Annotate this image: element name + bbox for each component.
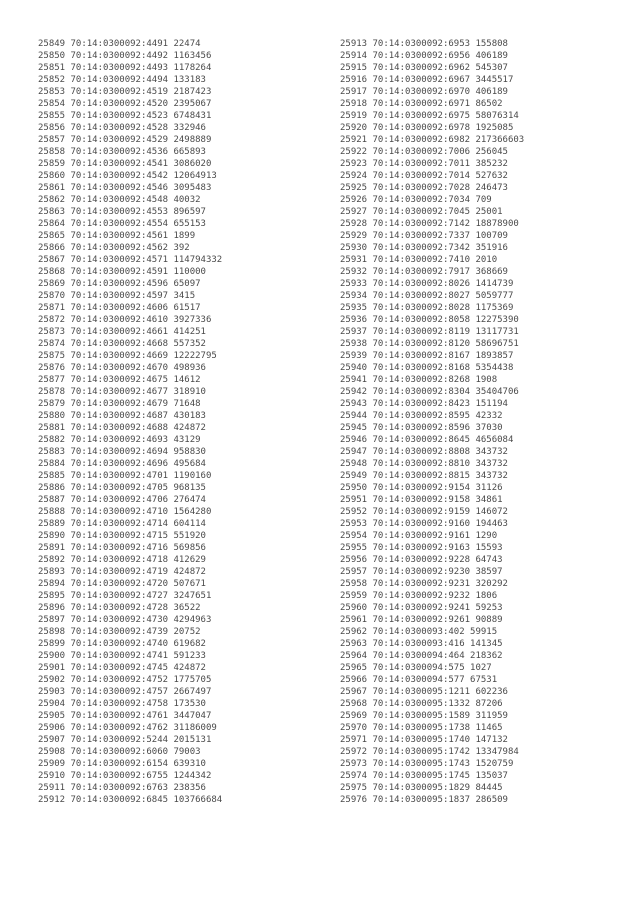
record-line: 25909 70:14:0300092:6154 639310 [38, 759, 206, 769]
record-line: 25856 70:14:0300092:4528 332946 [38, 123, 206, 133]
record-line: 25937 70:14:0300092:8119 13117731 [340, 327, 519, 337]
record-line: 25945 70:14:0300092:8596 37030 [340, 423, 503, 433]
record-line: 25918 70:14:0300092:6971 86502 [340, 99, 503, 109]
record-line: 25882 70:14:0300092:4693 43129 [38, 435, 201, 445]
record-line: 25901 70:14:0300092:4745 424872 [38, 663, 206, 673]
record-line: 25973 70:14:0300095:1743 1520759 [340, 759, 514, 769]
record-line: 25889 70:14:0300092:4714 604114 [38, 519, 206, 529]
record-line: 25851 70:14:0300092:4493 1178264 [38, 63, 212, 73]
record-line: 25922 70:14:0300092:7006 256045 [340, 147, 508, 157]
right-column [340, 38, 524, 806]
record-line: 25864 70:14:0300092:4554 655153 [38, 219, 206, 229]
record-line: 25911 70:14:0300092:6763 238356 [38, 783, 206, 793]
record-line: 25861 70:14:0300092:4546 3095483 [38, 183, 212, 193]
record-line: 25953 70:14:0300092:9160 194463 [340, 519, 508, 529]
record-line: 25885 70:14:0300092:4701 1190160 [38, 471, 212, 481]
record-line: 25946 70:14:0300092:8645 4656084 [340, 435, 514, 445]
record-line: 25962 70:14:0300093:402 59915 [340, 627, 498, 637]
record-line: 25940 70:14:0300092:8168 5354438 [340, 363, 514, 373]
record-line: 25917 70:14:0300092:6970 406189 [340, 87, 508, 97]
record-line: 25915 70:14:0300092:6962 545307 [340, 63, 508, 73]
record-line: 25968 70:14:0300095:1332 87206 [340, 699, 503, 709]
record-line: 25923 70:14:0300092:7011 385232 [340, 159, 508, 169]
record-line: 25878 70:14:0300092:4677 318910 [38, 387, 206, 397]
record-line: 25904 70:14:0300092:4758 173530 [38, 699, 206, 709]
record-line: 25897 70:14:0300092:4730 4294963 [38, 615, 212, 625]
record-line: 25948 70:14:0300092:8810 343732 [340, 459, 508, 469]
record-line: 25955 70:14:0300092:9163 15593 [340, 543, 503, 553]
record-line: 25974 70:14:0300095:1745 135037 [340, 771, 508, 781]
record-line: 25849 70:14:0300092:4491 22474 [38, 39, 201, 49]
record-line: 25868 70:14:0300092:4591 110000 [38, 267, 206, 277]
record-line: 25969 70:14:0300095:1589 311959 [340, 711, 508, 721]
record-line: 25960 70:14:0300092:9241 59253 [340, 603, 503, 613]
record-line: 25959 70:14:0300092:9232 1806 [340, 591, 498, 601]
record-line: 25925 70:14:0300092:7028 246473 [340, 183, 508, 193]
record-line: 25857 70:14:0300092:4529 2498889 [38, 135, 212, 145]
record-line: 25926 70:14:0300092:7034 709 [340, 195, 492, 205]
record-line: 25921 70:14:0300092:6982 217366603 [340, 135, 525, 145]
record-line: 25869 70:14:0300092:4596 65097 [38, 279, 201, 289]
record-line: 25961 70:14:0300092:9261 90889 [340, 615, 503, 625]
record-line: 25932 70:14:0300092:7917 368669 [340, 267, 508, 277]
record-line: 25850 70:14:0300092:4492 1163456 [38, 51, 212, 61]
record-line: 25924 70:14:0300092:7014 527632 [340, 171, 508, 181]
record-line: 25884 70:14:0300092:4696 495684 [38, 459, 206, 469]
record-line: 25883 70:14:0300092:4694 958830 [38, 447, 206, 457]
record-line: 25963 70:14:0300093:416 141345 [340, 639, 503, 649]
record-line: 25950 70:14:0300092:9154 31126 [340, 483, 503, 493]
record-line: 25894 70:14:0300092:4720 507671 [38, 579, 206, 589]
record-line: 25896 70:14:0300092:4728 36522 [38, 603, 201, 613]
record-line: 25934 70:14:0300092:8027 5059777 [340, 291, 514, 301]
record-line: 25957 70:14:0300092:9230 38597 [340, 567, 503, 577]
record-line: 25941 70:14:0300092:8268 1908 [340, 375, 498, 385]
record-line: 25936 70:14:0300092:8058 12275390 [340, 315, 519, 325]
record-line: 25919 70:14:0300092:6975 58076314 [340, 111, 519, 121]
record-line: 25975 70:14:0300095:1829 84445 [340, 783, 503, 793]
record-line: 25907 70:14:0300092:5244 2015131 [38, 735, 212, 745]
record-line: 25906 70:14:0300092:4762 31186009 [38, 723, 217, 733]
record-line: 25879 70:14:0300092:4679 71648 [38, 399, 201, 409]
record-line: 25903 70:14:0300092:4757 2667497 [38, 687, 212, 697]
record-line: 25898 70:14:0300092:4739 20752 [38, 627, 201, 637]
record-line: 25887 70:14:0300092:4706 276474 [38, 495, 206, 505]
record-line: 25852 70:14:0300092:4494 133183 [38, 75, 206, 85]
record-line: 25938 70:14:0300092:8120 58696751 [340, 339, 519, 349]
record-line: 25914 70:14:0300092:6956 406189 [340, 51, 508, 61]
record-line: 25893 70:14:0300092:4719 424872 [38, 567, 206, 577]
record-line: 25954 70:14:0300092:9161 1290 [340, 531, 498, 541]
record-line: 25881 70:14:0300092:4688 424872 [38, 423, 206, 433]
record-line: 25943 70:14:0300092:8423 151194 [340, 399, 508, 409]
record-line: 25877 70:14:0300092:4675 14612 [38, 375, 201, 385]
record-line: 25891 70:14:0300092:4716 569856 [38, 543, 206, 553]
record-line: 25929 70:14:0300092:7337 100709 [340, 231, 508, 241]
record-line: 25890 70:14:0300092:4715 551920 [38, 531, 206, 541]
record-line: 25913 70:14:0300092:6953 155808 [340, 39, 508, 49]
record-line: 25858 70:14:0300092:4536 665893 [38, 147, 206, 157]
record-line: 25927 70:14:0300092:7045 25001 [340, 207, 503, 217]
record-line: 25910 70:14:0300092:6755 1244342 [38, 771, 212, 781]
record-line: 25862 70:14:0300092:4548 40032 [38, 195, 201, 205]
record-line: 25873 70:14:0300092:4661 414251 [38, 327, 206, 337]
record-line: 25971 70:14:0300095:1740 147132 [340, 735, 508, 745]
record-line: 25916 70:14:0300092:6967 3445517 [340, 75, 514, 85]
record-line: 25865 70:14:0300092:4561 1899 [38, 231, 196, 241]
left-column [38, 38, 222, 806]
record-line: 25942 70:14:0300092:8304 35404706 [340, 387, 519, 397]
record-line: 25965 70:14:0300094:575 1027 [340, 663, 492, 673]
record-line: 25905 70:14:0300092:4761 3447047 [38, 711, 212, 721]
record-line: 25855 70:14:0300092:4523 6748431 [38, 111, 212, 121]
record-line: 25930 70:14:0300092:7342 351916 [340, 243, 508, 253]
record-line: 25854 70:14:0300092:4520 2395067 [38, 99, 212, 109]
record-line: 25875 70:14:0300092:4669 12222795 [38, 351, 217, 361]
record-line: 25935 70:14:0300092:8028 1175369 [340, 303, 514, 313]
record-line: 25952 70:14:0300092:9159 146072 [340, 507, 508, 517]
record-line: 25908 70:14:0300092:6060 79003 [38, 747, 201, 757]
record-line: 25874 70:14:0300092:4668 557352 [38, 339, 206, 349]
record-line: 25951 70:14:0300092:9158 34861 [340, 495, 503, 505]
record-line: 25970 70:14:0300095:1738 11465 [340, 723, 503, 733]
record-line: 25944 70:14:0300092:8595 42332 [340, 411, 503, 421]
record-line: 25933 70:14:0300092:8026 1414739 [340, 279, 514, 289]
record-line: 25939 70:14:0300092:8167 1893857 [340, 351, 514, 361]
record-line: 25870 70:14:0300092:4597 3415 [38, 291, 196, 301]
record-line: 25964 70:14:0300094:464 218362 [340, 651, 503, 661]
record-line: 25863 70:14:0300092:4553 896597 [38, 207, 206, 217]
record-line: 25888 70:14:0300092:4710 1564280 [38, 507, 212, 517]
record-line: 25880 70:14:0300092:4687 430183 [38, 411, 206, 421]
record-line: 25920 70:14:0300092:6978 1925085 [340, 123, 514, 133]
record-line: 25949 70:14:0300092:8815 343732 [340, 471, 508, 481]
record-line: 25876 70:14:0300092:4670 498936 [38, 363, 206, 373]
record-line: 25866 70:14:0300092:4562 392 [38, 243, 190, 253]
record-line: 25899 70:14:0300092:4740 619682 [38, 639, 206, 649]
record-line: 25931 70:14:0300092:7410 2010 [340, 255, 498, 265]
record-line: 25928 70:14:0300092:7142 18878900 [340, 219, 519, 229]
record-line: 25967 70:14:0300095:1211 602236 [340, 687, 508, 697]
record-line: 25892 70:14:0300092:4718 412629 [38, 555, 206, 565]
record-line: 25871 70:14:0300092:4606 61517 [38, 303, 201, 313]
record-line: 25966 70:14:0300094:577 67531 [340, 675, 498, 685]
record-line: 25895 70:14:0300092:4727 3247651 [38, 591, 212, 601]
record-line: 25886 70:14:0300092:4705 968135 [38, 483, 206, 493]
record-line: 25912 70:14:0300092:6845 103766684 [38, 795, 223, 805]
record-line: 25958 70:14:0300092:9231 320292 [340, 579, 508, 589]
record-line: 25853 70:14:0300092:4519 2187423 [38, 87, 212, 97]
record-line: 25972 70:14:0300095:1742 13347984 [340, 747, 519, 757]
record-line: 25859 70:14:0300092:4541 3086020 [38, 159, 212, 169]
record-line: 25902 70:14:0300092:4752 1775705 [38, 675, 212, 685]
record-line: 25900 70:14:0300092:4741 591233 [38, 651, 206, 661]
record-line: 25976 70:14:0300095:1837 286509 [340, 795, 508, 805]
record-line: 25872 70:14:0300092:4610 3927336 [38, 315, 212, 325]
record-line: 25956 70:14:0300092:9228 64743 [340, 555, 503, 565]
record-line: 25867 70:14:0300092:4571 114794332 [38, 255, 223, 265]
record-line: 25860 70:14:0300092:4542 12064913 [38, 171, 217, 181]
record-line: 25947 70:14:0300092:8808 343732 [340, 447, 508, 457]
